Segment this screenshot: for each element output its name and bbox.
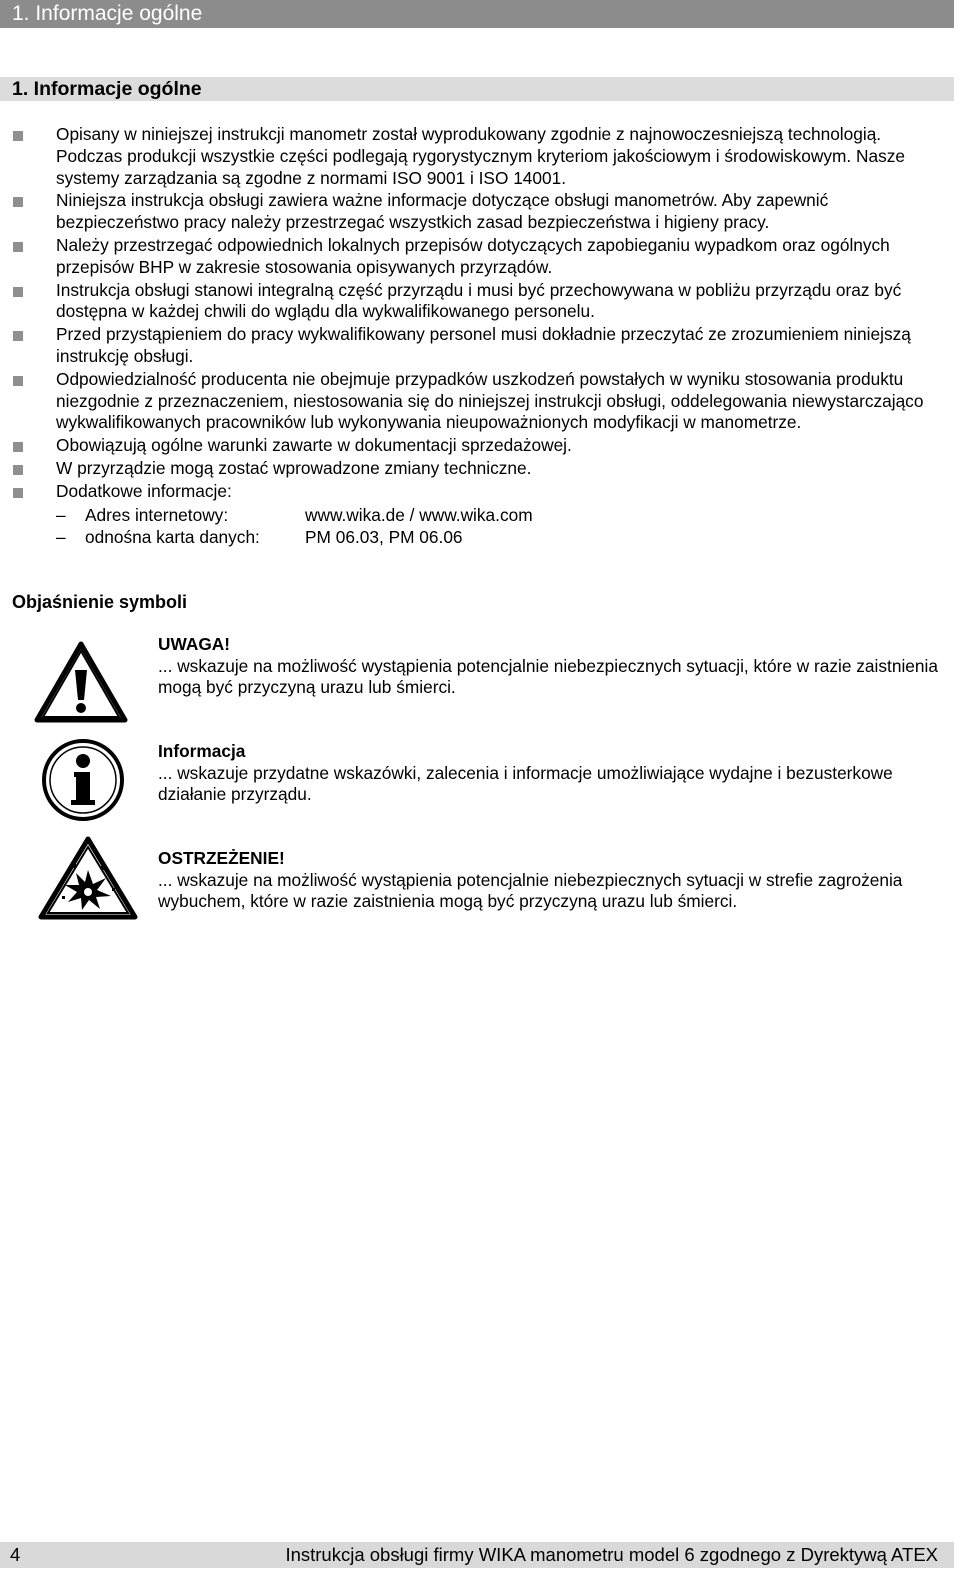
list-item <box>0 481 960 503</box>
list-item <box>0 280 960 324</box>
bullet-text: Instrukcja obsługi stanowi integralną część przyrządu i musi być przechowywana w pobliżu przyrządu oraz być dostępna w każdej chwili do wglądu dla wykwalifikowanego personelu. <box>56 279 902 322</box>
info-label: odnośna karta danych: <box>85 526 260 547</box>
section-title: 1. Informacje ogólne <box>12 78 202 100</box>
page-number: 4 <box>10 1544 21 1565</box>
bullet-square-icon <box>13 242 23 252</box>
bullet-text: Odpowiedzialność producenta nie obejmuje przypadków uszkodzeń powstałych w wyniku stosowania produktu niezgodnie z przeznaczeniem, niestosowania się do niniejszej instrukcji obsługi, oddelegowania niewystarczająco wykwalifikowanych pracowników lub wykonywania nieupoważnionych modyfikacji w manometrze. <box>56 368 924 433</box>
symbol-title: Informacja <box>158 741 246 761</box>
list-item <box>0 190 960 234</box>
info-value: www.wika.de / www.wika.com <box>305 504 533 525</box>
bullet-text: Opisany w niniejszej instrukcji manometr został wyprodukowany zgodnie z najnowoczesniejszą technologią. Podczas produkcji wszystkie części podlegają rygorystycznym kryteriom jakościowym i środowiskowym. Nasze systemy zarządzania są zgodne z normami ISO 9001 i ISO 14001. <box>56 124 905 188</box>
page-footer <box>0 1542 954 1568</box>
bullet-square-icon <box>13 331 23 341</box>
page-header-title: 1. Informacje ogólne <box>12 2 203 25</box>
bullet-square-icon <box>13 287 23 297</box>
symbol-warning-text-block <box>158 634 938 699</box>
bullet-square-icon <box>13 488 23 498</box>
symbol-description: ... wskazuje na możliwość wystąpienia potencjalnie niebezpiecznych sytuacji, które w razie zaistnienia mogą być przyczyną urazu lub śmierci. <box>158 655 938 697</box>
symbol-title: UWAGA! <box>158 634 230 654</box>
bullet-square-icon <box>13 465 23 475</box>
symbol-explosion-text-block <box>158 848 938 913</box>
list-item <box>0 369 960 434</box>
info-value: PM 06.03, PM 06.06 <box>305 526 463 547</box>
bullet-text: W przyrządzie mogą zostać wprowadzone zmiany techniczne. <box>56 457 532 478</box>
info-label: Adres internetowy: <box>85 504 229 525</box>
bullet-text: Niniejsza instrukcja obsługi zawiera ważne informacje dotyczące obsługi manometrów. Aby zapewnić bezpieczeństwo pracy należy przestrzegać wszystkich zasad bezpieczeństwa i higieny pracy. <box>56 190 829 233</box>
list-item <box>0 235 960 279</box>
bullet-square-icon <box>13 131 23 141</box>
list-item <box>0 435 960 457</box>
bullet-text: Przed przystąpieniem do pracy wykwalifikowany personel musi dokładnie przeczytać ze zrozumieniem niniejszą instrukcję obsługi. <box>56 324 911 366</box>
info-bullet-list <box>0 124 960 548</box>
bullet-square-icon <box>13 197 23 207</box>
dash-marker: – <box>56 504 66 525</box>
symbol-description: ... wskazuje na możliwość wystąpienia potencjalnie niebezpiecznych sytuacji w strefie zagrożenia wybuchem, które w razie zaistnienia mogą być przyczyną urazu lub śmierci. <box>158 869 903 911</box>
symbol-information-text-block <box>158 741 938 806</box>
list-item <box>0 324 960 368</box>
bullet-square-icon <box>13 442 23 452</box>
dash-marker: – <box>56 526 66 547</box>
bullet-text: Należy przestrzegać odpowiednich lokalnych przepisów dotyczących zapobieganiu wypadkom oraz ogólnych przepisów BHP w zakresie stosowania opisywanych przyrządów. <box>56 234 890 277</box>
symbols-heading: Objaśnienie symboli <box>12 592 188 612</box>
info-row-website <box>0 504 960 526</box>
info-row-datasheet <box>0 526 960 548</box>
warning-triangle-icon <box>34 640 128 729</box>
symbol-description: ... wskazuje przydatne wskazówki, zalecenia i informacje umożliwiające wydajne i bezusterkowe działanie przyrządu. <box>158 762 893 804</box>
information-icon <box>40 738 128 827</box>
list-item <box>0 458 960 480</box>
list-item <box>0 124 960 189</box>
bullet-text: Dodatkowe informacje: <box>56 480 232 501</box>
page-header-bar <box>0 0 954 28</box>
symbol-title: OSTRZEŻENIE! <box>158 848 285 868</box>
bullet-square-icon <box>13 376 23 386</box>
section-heading <box>0 77 954 101</box>
explosion-warning-icon <box>38 836 138 925</box>
bullet-text: Obowiązują ogólne warunki zawarte w dokumentacji sprzedażowej. <box>56 435 572 456</box>
document-title: Instrukcja obsługi firmy WIKA manometru model 6 zgodnego z Dyrektywą ATEX <box>285 1544 938 1565</box>
